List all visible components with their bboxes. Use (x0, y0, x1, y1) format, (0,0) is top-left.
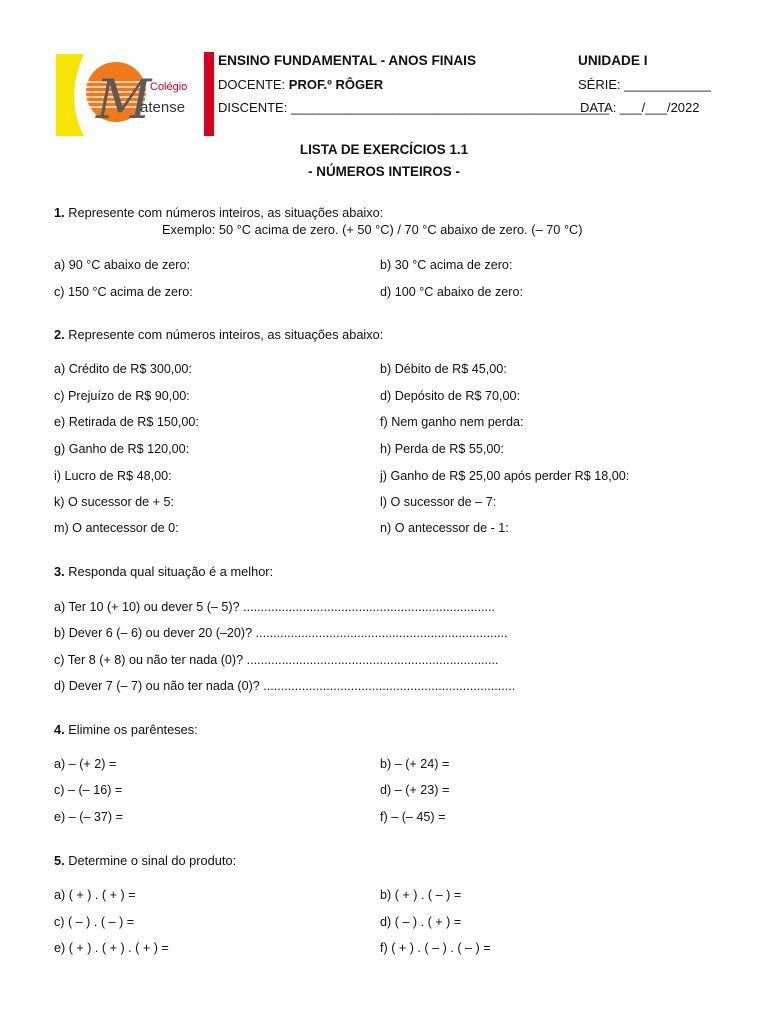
q2-item-g: g) Ganho de R$ 120,00: (54, 442, 190, 456)
teacher-name: PROF.º RÔGER (288, 77, 384, 92)
q3-item-d: d) Dever 7 (– 7) ou não ter nada (0)? ........................................................................ (54, 679, 516, 693)
question-1-heading (54, 205, 383, 220)
page-subtitle: - NÚMEROS INTEIROS - (308, 164, 460, 179)
q5-item-e: e) ( + ) . ( + ) . ( + ) = (54, 941, 169, 955)
q1-item-b: b) 30 °C acima de zero: (380, 258, 513, 272)
question-4-prompt: Elimine os parênteses: (64, 722, 198, 737)
q2-item-j: j) Ganho de R$ 25,00 após perder R$ 18,00: (380, 469, 630, 483)
q2-item-l: l) O sucessor de – 7: (380, 495, 497, 509)
q1-item-a: a) 90 °C abaixo de zero: (54, 258, 190, 272)
unit-label: UNIDADE I (578, 53, 648, 68)
q4-item-b: b) – (+ 24) = (380, 757, 450, 771)
page-title: LISTA DE EXERCÍCIOS 1.1 (299, 142, 469, 157)
q2-item-h: h) Perda de R$ 55,00: (380, 442, 504, 456)
q2-item-e: e) Retirada de R$ 150,00: (54, 415, 199, 429)
question-3-prompt: Responda qual situação é a melhor: (64, 564, 274, 579)
q2-item-f: f) Nem ganho nem perda: (380, 415, 524, 429)
question-3-heading (54, 564, 273, 579)
q2-item-b: b) Débito de R$ 45,00: (380, 362, 507, 376)
q1-item-d: d) 100 °C abaixo de zero: (380, 285, 523, 299)
question-2-heading (54, 327, 383, 342)
q4-item-a: a) – (+ 2) = (54, 757, 117, 771)
q3-item-c: c) Ter 8 (+ 8) ou não ter nada (0)? ........................................................................ (54, 653, 499, 667)
q3-item-b: b) Dever 6 (– 6) ou dever 20 (–20)? ........................................................................ (54, 626, 508, 640)
q3-item-a: a) Ter 10 (+ 10) ou dever 5 (– 5)? ........................................................................ (54, 600, 496, 614)
q2-item-k: k) O sucessor de + 5: (54, 495, 175, 509)
q4-item-f: f) – (– 45) = (380, 810, 446, 824)
date-field: DATA: ___/___/2022 (580, 100, 700, 115)
logo-big-letter: M (96, 68, 152, 131)
q2-item-d: d) Depósito de R$ 70,00: (380, 389, 521, 403)
q4-item-e: e) – (– 37) = (54, 810, 123, 824)
question-4-heading (54, 722, 198, 737)
school-logo (54, 50, 216, 138)
q5-item-d: d) ( – ) . ( + ) = (380, 915, 462, 929)
question-2-number: 2. (54, 327, 65, 342)
logo-small-text: Colégio (150, 81, 188, 93)
question-4-number: 4. (54, 722, 65, 737)
question-5-heading (54, 853, 236, 868)
q2-item-a: a) Crédito de R$ 300,00: (54, 362, 192, 376)
teacher-label: DOCENTE: (218, 77, 289, 92)
question-2-prompt: Represente com números inteiros, as situações abaixo: (64, 327, 384, 342)
q2-item-i: i) Lucro de R$ 48,00: (54, 469, 172, 483)
school-level: ENSINO FUNDAMENTAL - ANOS FINAIS (218, 53, 477, 68)
teacher-line (218, 77, 383, 92)
q5-item-f: f) ( + ) . ( – ) . ( – ) = (380, 941, 491, 955)
student-field: DISCENTE: ____________________________________________ (218, 100, 610, 115)
grade-field: SÉRIE: ____________ (578, 77, 711, 92)
question-1-number: 1. (54, 205, 65, 220)
q5-item-c: c) ( – ) . ( – ) = (54, 915, 135, 929)
question-1-prompt: Represente com números inteiros, as situações abaixo: (64, 205, 384, 220)
q2-item-n: n) O antecessor de - 1: (380, 521, 509, 535)
q4-item-c: c) – (– 16) = (54, 783, 123, 797)
school-logo-graphic (54, 50, 216, 138)
question-5-prompt: Determine o sinal do produto: (64, 853, 237, 868)
q1-item-c: c) 150 °C acima de zero: (54, 285, 193, 299)
question-3-number: 3. (54, 564, 65, 579)
q2-item-m: m) O antecessor de 0: (54, 521, 179, 535)
q2-item-c: c) Prejuízo de R$ 90,00: (54, 389, 190, 403)
q5-item-a: a) ( + ) . ( + ) = (54, 888, 136, 902)
q5-item-b: b) ( + ) . ( – ) = (380, 888, 462, 902)
q4-item-d: d) – (+ 23) = (380, 783, 450, 797)
logo-name-text: atense (140, 99, 186, 116)
question-5-number: 5. (54, 853, 65, 868)
question-1-example: Exemplo: 50 °C acima de zero. (+ 50 °C) / 70 °C abaixo de zero. (– 70 °C) (162, 222, 583, 237)
